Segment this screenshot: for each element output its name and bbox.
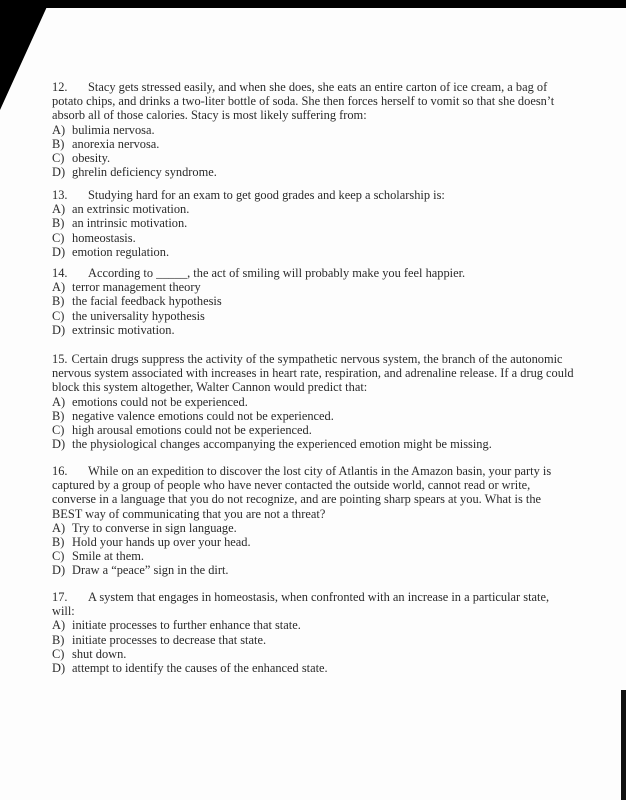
answer-option (52, 151, 574, 165)
option-letter: B) (52, 216, 65, 231)
answer-option (52, 563, 574, 577)
option-letter: D) (52, 165, 66, 180)
question-16 (52, 464, 574, 578)
option-letter: D) (52, 437, 66, 452)
scan-corner-shadow (0, 0, 50, 110)
option-letter: A) (52, 280, 66, 295)
answer-option (52, 535, 574, 549)
answer-option (52, 216, 574, 230)
option-text: the facial feedback hypothesis (72, 294, 222, 309)
option-text: an extrinsic motivation. (72, 202, 190, 217)
option-text: terror management theory (72, 280, 201, 295)
question-stem (52, 352, 574, 395)
option-letter: C) (52, 646, 65, 661)
option-letter: A) (52, 618, 66, 633)
answer-option (52, 294, 574, 308)
question-17 (52, 590, 574, 675)
option-text: emotion regulation. (72, 244, 170, 259)
option-letter: C) (52, 308, 65, 323)
option-letter: B) (52, 408, 65, 423)
option-text: Hold your hands up over your head. (72, 535, 251, 550)
answer-option (52, 137, 574, 151)
option-text: emotions could not be experienced. (72, 394, 248, 409)
answer-option (52, 202, 574, 216)
option-text: shut down. (72, 646, 127, 661)
option-letter: D) (52, 322, 66, 337)
option-letter: D) (52, 661, 66, 676)
question-stem (52, 80, 574, 123)
answer-option (52, 549, 574, 563)
question-stem (52, 464, 574, 521)
question-number: 15. (52, 352, 68, 366)
question-text: Stacy gets stressed easily, and when she does, she eats an entire carton of ice cream, a bag of potato chips, and drinks a two-liter bottle of soda. She then forces herself to vomit so that she doesn’t absorb all of those calories. Stacy is most likely suffering from: (52, 80, 555, 123)
question-number: 16. (52, 464, 68, 478)
answer-option (52, 245, 574, 259)
option-text: Draw a “peace” sign in the dirt. (72, 563, 229, 578)
option-letter: D) (52, 563, 66, 578)
option-letter: A) (52, 520, 66, 535)
option-letter: B) (52, 136, 65, 151)
option-letter: A) (52, 122, 66, 137)
answer-option (52, 309, 574, 323)
answer-option (52, 618, 574, 632)
question-number: 13. (52, 188, 68, 202)
option-text: attempt to identify the causes of the enhanced state. (72, 661, 328, 676)
answer-option (52, 661, 574, 675)
option-text: anorexia nervosa. (72, 136, 160, 151)
answer-option (52, 323, 574, 337)
answer-option (52, 423, 574, 437)
question-15 (52, 352, 574, 451)
question-stem (52, 590, 574, 618)
option-letter: C) (52, 549, 65, 564)
option-letter: B) (52, 294, 65, 309)
option-letter: B) (52, 632, 65, 647)
answer-option (52, 633, 574, 647)
scan-right-edge (621, 690, 626, 800)
option-letter: A) (52, 202, 66, 217)
question-text: Studying hard for an exam to get good grades and keep a scholarship is: (88, 188, 445, 202)
option-letter: B) (52, 535, 65, 550)
scan-top-edge (0, 0, 626, 8)
option-letter: A) (52, 394, 66, 409)
question-12 (52, 80, 574, 179)
option-text: obesity. (72, 151, 111, 166)
answer-option (52, 280, 574, 294)
question-number: 12. (52, 80, 68, 94)
question-number: 17. (52, 590, 68, 604)
question-number: 14. (52, 266, 68, 280)
answer-option (52, 165, 574, 179)
answer-option (52, 647, 574, 661)
question-text: While on an expedition to discover the lost city of Atlantis in the Amazon basin, your party is captured by a group of people who have never contacted the outside world, cannot read or write, converse in a language that you do not recognize, and are pointing sharp spears at you. What is the BEST way of communicating that you are not a threat? (52, 464, 552, 521)
answer-option (52, 395, 574, 409)
option-text: Try to converse in sign language. (72, 520, 237, 535)
option-text: high arousal emotions could not be experienced. (72, 423, 312, 438)
option-letter: C) (52, 151, 65, 166)
question-13 (52, 188, 574, 259)
option-text: ghrelin deficiency syndrome. (72, 165, 217, 180)
option-text: initiate processes to further enhance that state. (72, 618, 301, 633)
question-14 (52, 266, 574, 337)
question-text: A system that engages in homeostasis, when confronted with an increase in a particular state, will: (52, 590, 550, 619)
question-text: Certain drugs suppress the activity of the sympathetic nervous system, the branch of the autonomic nervous system associated with increases in heart rate, respiration, and adrenaline release. If a drug could block this system altogether, Walter Cannon would predict that: (52, 352, 574, 395)
answer-option (52, 231, 574, 245)
answer-option (52, 437, 574, 451)
answer-option (52, 409, 574, 423)
option-letter: C) (52, 230, 65, 245)
option-text: negative valence emotions could not be experienced. (72, 408, 334, 423)
option-text: homeostasis. (72, 230, 136, 245)
option-text: extrinsic motivation. (72, 322, 175, 337)
option-text: Smile at them. (72, 549, 144, 564)
option-text: an intrinsic motivation. (72, 216, 188, 231)
option-letter: D) (52, 244, 66, 259)
option-text: bulimia nervosa. (72, 122, 155, 137)
option-letter: C) (52, 423, 65, 438)
option-text: the physiological changes accompanying the experienced emotion might be missing. (72, 437, 492, 452)
question-stem (52, 266, 574, 280)
question-stem (52, 188, 574, 202)
answer-option (52, 521, 574, 535)
option-text: the universality hypothesis (72, 308, 205, 323)
question-text: According to _____, the act of smiling will probably make you feel happier. (88, 266, 466, 280)
option-text: initiate processes to decrease that state. (72, 632, 267, 647)
answer-option (52, 123, 574, 137)
